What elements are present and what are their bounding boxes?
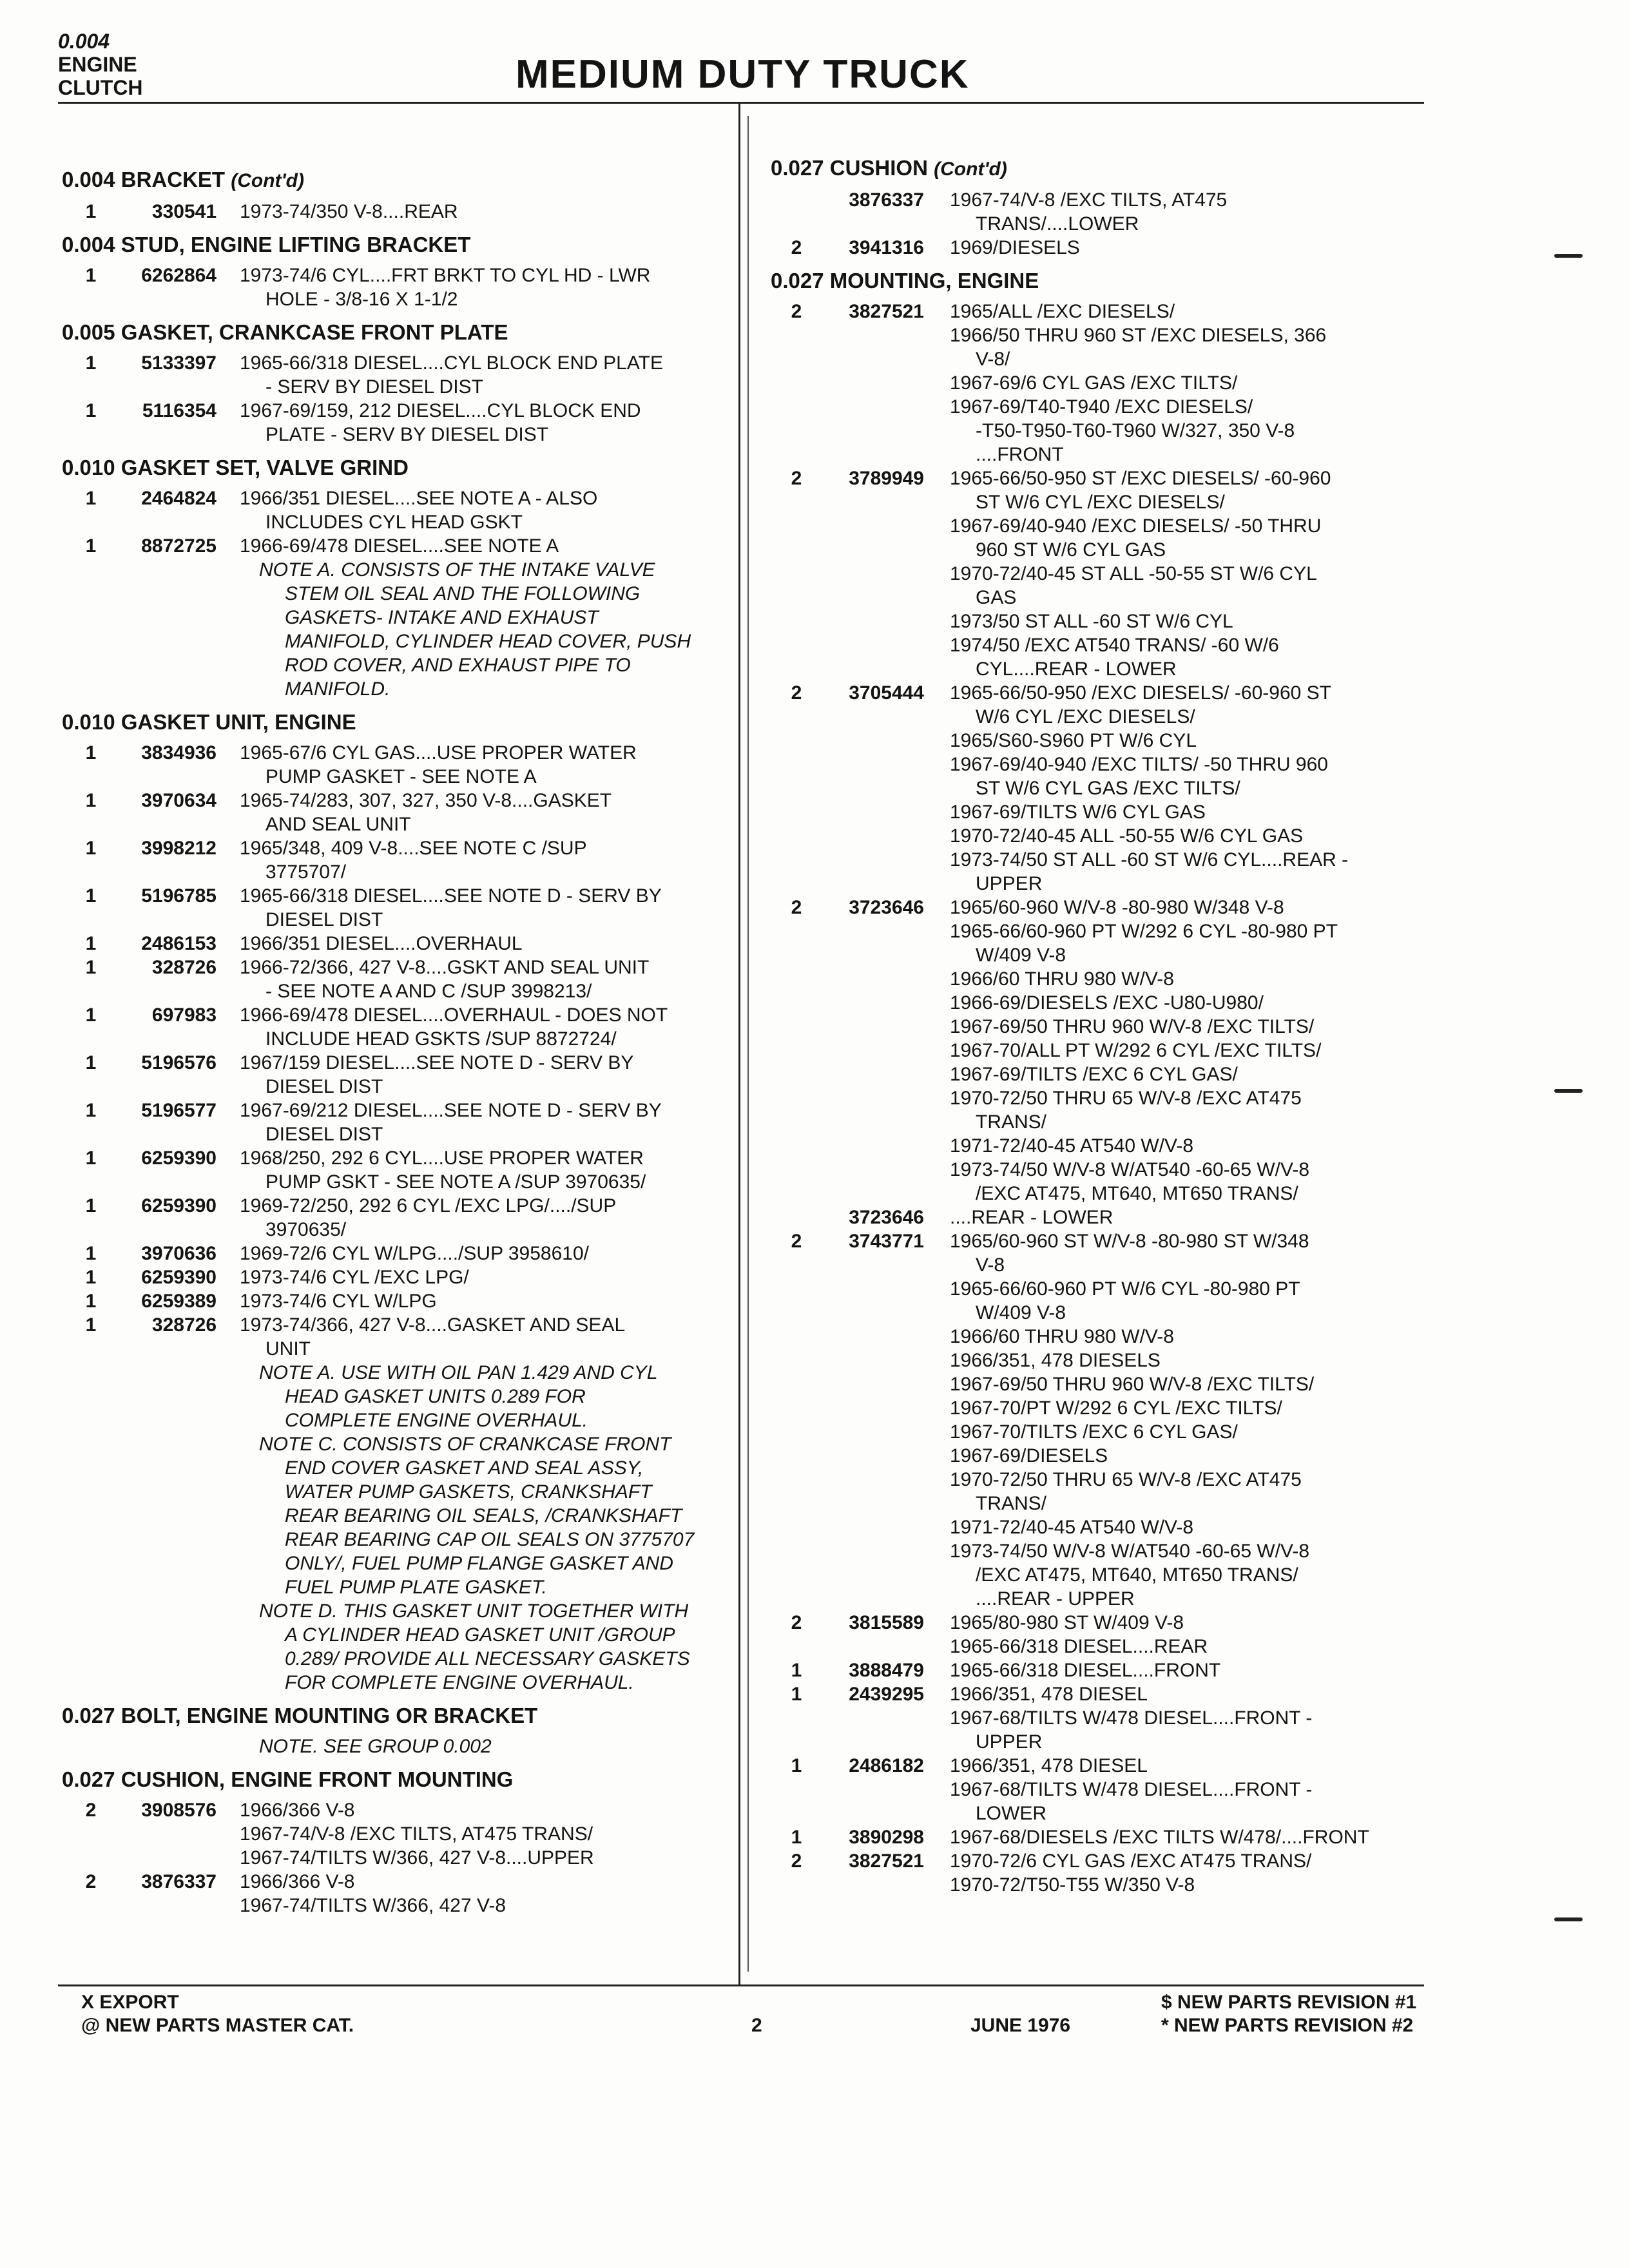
margin-mark [1554, 1089, 1583, 1093]
section-heading: 0.004 BRACKET (Cont'd) [62, 168, 304, 191]
right-column [771, 147, 1428, 1897]
part-row: 1 3970634 1965-74/283, 307, 327, 350 V-8....GASKET AND SEAL UNIT [85, 790, 612, 835]
page-title: MEDIUM DUTY TRUCK [516, 52, 970, 97]
column-divider [738, 103, 740, 1984]
section-heading: 0.027 CUSHION (Cont'd) [771, 156, 1007, 180]
margin-mark [1554, 1917, 1583, 1921]
header-line-engine: ENGINE [58, 53, 137, 76]
header-group-label [58, 30, 143, 99]
note-block: NOTE A. CONSISTS OF THE INTAKE VALVE STEM OIL SEAL AND THE FOLLOWING GASKETS- INTAKE AND EXHAUST MANIFOLD, CYLINDER HEAD COVER, PUSH ROD COVER, AND EXHAUST PIPE TO MANIFOLD. [259, 559, 691, 700]
part-row: 2 3705444 1965-66/50-950 /EXC DIESELS/ -60-960 ST W/6 CYL /EXC DIESELS/ 1965/S60-S960 PT W/6 CYL 1967-69/40-940 /EXC TILTS/ -50 THRU 960 ST W/6 CYL GAS /EXC TILTS/ 1967-69/TILTS W/6 CYL GAS 1970-72/40-45 ALL -50-55 W/6 CYL GAS 1973-74/50 ST ALL -60 ST W/6 CYL....REAR - UPPER [791, 682, 1349, 894]
part-row: 2 3815589 1965/80-980 ST W/409 V-8 1965-66/318 DIESEL....REAR [791, 1612, 1208, 1657]
margin-mark [1554, 254, 1583, 258]
part-row: 1 6262864 1973-74/6 CYL....FRT BRKT TO CYL HD - LWR HOLE - 3/8-16 X 1-1/2 [85, 265, 651, 310]
section-heading: 0.005 GASKET, CRANKCASE FRONT PLATE [62, 320, 508, 344]
header-line-clutch: CLUTCH [58, 76, 143, 99]
footer-master-cat: @ NEW PARTS MASTER CAT. [81, 2015, 354, 2036]
part-row: 1 6259390 1973-74/6 CYL /EXC LPG/ [85, 1267, 469, 1288]
part-row: 1 3890298 1967-68/DIESELS /EXC TILTS W/478/....FRONT [791, 1827, 1369, 1848]
part-row: 1 3834936 1965-67/6 CYL GAS....USE PROPER WATER PUMP GASKET - SEE NOTE A [85, 742, 637, 787]
section-heading: 0.004 STUD, ENGINE LIFTING BRACKET [62, 233, 471, 256]
part-row: 1 6259390 1968/250, 292 6 CYL....USE PROPER WATER PUMP GSKT - SEE NOTE A /SUP 3970635/ [85, 1148, 646, 1193]
note-line: NOTE. SEE GROUP 0.002 [259, 1736, 492, 1757]
footer-legend-right [1161, 1991, 1416, 2037]
section-heading: 0.027 CUSHION, ENGINE FRONT MOUNTING [62, 1767, 514, 1791]
part-row: 2 3941316 1969/DIESELS [791, 237, 1080, 258]
part-row: 1 330541 1973-74/350 V-8....REAR [85, 201, 458, 222]
part-row: 1 2439295 1966/351, 478 DIESEL 1967-68/TILTS W/478 DIESEL....FRONT - UPPER [791, 1684, 1313, 1753]
column-divider-secondary [747, 116, 749, 1972]
part-row: 1 328726 1973-74/366, 427 V-8....GASKET AND SEAL UNIT [85, 1314, 626, 1360]
part-row: 2 3827521 1965/ALL /EXC DIESELS/ 1966/50 THRU 960 ST /EXC DIESELS, 366 V-8/ 1967-69/6 CYL GAS /EXC TILTS/ 1967-69/T40-T940 /EXC DIESELS/ -T50-T950-T60-T960 W/327, 350 V-8 ....FRONT [791, 301, 1327, 465]
part-row: 1 5196785 1965-66/318 DIESEL....SEE NOTE D - SERV BY DIESEL DIST [85, 885, 662, 930]
part-row: 1 6259390 1969-72/250, 292 6 CYL /EXC LPG/..../SUP 3970635/ [85, 1195, 617, 1240]
section-heading: 0.010 GASKET UNIT, ENGINE [62, 710, 356, 734]
part-row: 1 2486153 1966/351 DIESEL....OVERHAUL [85, 933, 523, 954]
section-heading: 0.027 BOLT, ENGINE MOUNTING OR BRACKET [62, 1704, 538, 1727]
part-row: 2 3723646 1965/60-960 W/V-8 -80-980 W/348 V-8 1965-66/60-960 PT W/292 6 CYL -80-980 PT W/409 V-8 1966/60 THRU 980 W/V-8 1966-69/DIESELS /EXC -U80-U980/ 1967-69/50 THRU 960 W/V-8 /EXC TILTS/ 1967-70/ALL PT W/292 6 CYL /EXC TILTS/ 1967-69/TILTS /EXC 6 CYL GAS/ 1970-72/50 THRU 65 W/V-8 /EXC AT475 TRANS/ 1971-72/40-45 AT540 W/V-8 1973-74/50 W/V-8 W/AT540 -60-65 W/V-8 /EXC AT475, MT640, MT650 TRANS/ [791, 897, 1338, 1204]
note-block: NOTE A. USE WITH OIL PAN 1.429 AND CYL HEAD GASKET UNITS 0.289 FOR COMPLETE ENGINE OVERHAUL. NOTE C. CONSISTS OF CRANKCASE FRONT END COVER GASKET AND SEAL ASSY, WATER PUMP GASKETS, CRANKSHAFT REAR BEARING OIL SEALS, /CRANKSHAFT REAR BEARING CAP OIL SEALS ON 3775707 ONLY/, FUEL PUMP FLANGE GASKET AND FUEL PUMP PLATE GASKET. NOTE D. THIS GASKET UNIT TOGETHER WITH A CYLINDER HEAD GASKET UNIT /GROUP 0.289/ PROVIDE ALL NECESSARY GASKETS FOR COMPLETE ENGINE OVERHAUL. [259, 1362, 695, 1693]
part-row: 1 3888479 1965-66/318 DIESEL....FRONT [791, 1660, 1221, 1681]
part-row: 1 6259389 1973-74/6 CYL W/LPG [85, 1291, 437, 1312]
page-number: 2 [751, 2015, 762, 2036]
part-row: 1 328726 1966-72/366, 427 V-8....GSKT AND SEAL UNIT - SEE NOTE A AND C /SUP 3998213/ [85, 957, 650, 1002]
header-group-number: 0.004 [58, 30, 110, 53]
part-row: 1 2486182 1966/351, 478 DIESEL 1967-68/TILTS W/478 DIESEL....FRONT - LOWER [791, 1755, 1313, 1824]
part-row: 1 2464824 1966/351 DIESEL....SEE NOTE A - ALSO INCLUDES CYL HEAD GSKT [85, 488, 598, 533]
part-row: 2 3876337 1966/366 V-8 1967-74/TILTS W/366, 427 V-8 [85, 1871, 506, 1916]
section-heading: 0.027 MOUNTING, ENGINE [771, 269, 1039, 293]
part-row: 1 5196577 1967-69/212 DIESEL....SEE NOTE D - SERV BY DIESEL DIST [85, 1100, 662, 1145]
part-row: 1 697983 1966-69/478 DIESEL....OVERHAUL - DOES NOT INCLUDE HEAD GSKTS /SUP 8872724/ [85, 1004, 668, 1050]
part-row: 3723646 ....REAR - LOWER [849, 1207, 1113, 1228]
footer-legend-left [81, 1991, 354, 2037]
part-row: 2 3827521 1970-72/6 CYL GAS /EXC AT475 TRANS/ 1970-72/T50-T55 W/350 V-8 [791, 1850, 1312, 1896]
footer-revision-2: * NEW PARTS REVISION #2 [1161, 2015, 1414, 2036]
footer-rule [58, 1984, 1424, 1986]
footer-export: X EXPORT [81, 1992, 179, 2013]
part-row: 1 5116354 1967-69/159, 212 DIESEL....CYL BLOCK END PLATE - SERV BY DIESEL DIST [85, 400, 641, 445]
part-row: 3876337 1967-74/V-8 /EXC TILTS, AT475 TRANS/....LOWER [849, 189, 1228, 235]
footer-date: JUNE 1976 [970, 2015, 1071, 2036]
footer-revision-1: $ NEW PARTS REVISION #1 [1161, 1992, 1417, 2013]
part-row: 1 3970636 1969-72/6 CYL W/LPG..../SUP 3958610/ [85, 1243, 589, 1264]
part-row: 2 3789949 1965-66/50-950 ST /EXC DIESELS/ -60-960 ST W/6 CYL /EXC DIESELS/ 1967-69/40-940 /EXC DIESELS/ -50 THRU 960 ST W/6 CYL GAS 1970-72/40-45 ST ALL -50-55 ST W/6 CYL GAS 1973/50 ST ALL -60 ST W/6 CYL 1974/50 /EXC AT540 TRANS/ -60 W/6 CYL....REAR - LOWER [791, 468, 1331, 680]
part-row: 2 3908576 1966/366 V-8 1967-74/V-8 /EXC TILTS, AT475 TRANS/ 1967-74/TILTS W/366, 427 V-8....UPPER [85, 1800, 594, 1869]
part-row: 2 3743771 1965/60-960 ST W/V-8 -80-980 ST W/348 V-8 1965-66/60-960 PT W/6 CYL -80-980 PT W/409 V-8 1966/60 THRU 980 W/V-8 1966/351, 478 DIESELS 1967-69/50 THRU 960 W/V-8 /EXC TILTS/ 1967-70/PT W/292 6 CYL /EXC TILTS/ 1967-70/TILTS /EXC 6 CYL GAS/ 1967-69/DIESELS 1970-72/50 THRU 65 W/V-8 /EXC AT475 TRANS/ 1971-72/40-45 AT540 W/V-8 1973-74/50 W/V-8 W/AT540 -60-65 W/V-8 /EXC AT475, MT640, MT650 TRANS/ ....REAR - UPPER [791, 1231, 1315, 1610]
part-row: 1 8872725 1966-69/478 DIESEL....SEE NOTE A [85, 535, 559, 557]
left-column [62, 159, 732, 1917]
header-rule [58, 102, 1424, 104]
part-row: 1 5133397 1965-66/318 DIESEL....CYL BLOCK END PLATE - SERV BY DIESEL DIST [85, 352, 663, 398]
part-row: 1 3998212 1965/348, 409 V-8....SEE NOTE C /SUP 3775707/ [85, 838, 587, 883]
section-heading: 0.010 GASKET SET, VALVE GRIND [62, 456, 409, 479]
part-row: 1 5196576 1967/159 DIESEL....SEE NOTE D - SERV BY DIESEL DIST [85, 1052, 634, 1097]
